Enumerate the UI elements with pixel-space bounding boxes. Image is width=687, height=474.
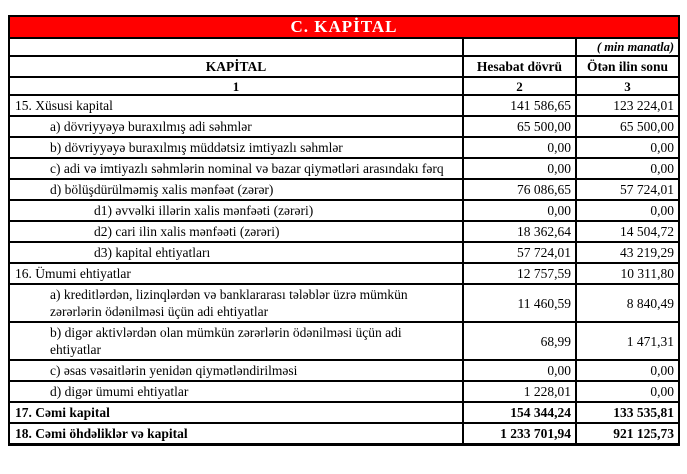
column-header-current-period: Hesabat dövrü <box>462 57 575 76</box>
table-row <box>10 241 678 262</box>
table-row-total-liabilities-and-capital <box>10 422 678 443</box>
column-number-row <box>10 76 678 94</box>
column-header-previous-period: Ötən ilin sonu <box>575 57 678 76</box>
value-current-period: 11 460,59 <box>462 285 575 321</box>
page-title: C. KAPİTAL <box>290 17 398 36</box>
table-row <box>10 321 678 359</box>
table-title-bar <box>10 17 678 37</box>
table-row <box>10 94 678 115</box>
row-label: c) əsas vəsaitlərin yenidən qiymətləndirilməsi <box>50 363 298 378</box>
value-current-period: 65 500,00 <box>462 117 575 136</box>
row-label: d) digər ümumi ehtiyatlar <box>50 384 189 399</box>
row-label: d1) əvvəlki illərin xalis mənfəəti (zərəri) <box>94 203 314 218</box>
table-row <box>10 262 678 283</box>
value-previous-period: 10 311,80 <box>575 264 678 283</box>
row-label: b) dövriyyəyə buraxılmış müddətsiz imtiyazlı səhmlər <box>50 140 343 155</box>
value-current-period: 141 586,65 <box>462 96 575 115</box>
value-previous-period: 133 535,81 <box>575 403 678 422</box>
table-row <box>10 115 678 136</box>
row-label: d3) kapital ehtiyatları <box>94 245 211 260</box>
row-label: d) bölüşdürülməmiş xalis mənfəət (zərər) <box>50 182 274 197</box>
row-label: 18. Cəmi öhdəliklər və kapital <box>15 426 188 441</box>
row-label: b) digər aktivlərdən olan mümkün zərərlərin ödənilməsi üçün adi ehtiyatlar <box>50 325 402 357</box>
table-row <box>10 359 678 380</box>
value-previous-period: 0,00 <box>575 361 678 380</box>
value-previous-period: 65 500,00 <box>575 117 678 136</box>
column-number-1: 1 <box>232 78 240 94</box>
value-previous-period: 8 840,49 <box>575 285 678 321</box>
column-number-3: 3 <box>575 78 678 94</box>
value-previous-period: 1 471,31 <box>575 323 678 359</box>
column-number-2: 2 <box>462 78 575 94</box>
value-current-period: 12 757,59 <box>462 264 575 283</box>
value-current-period: 1 233 701,94 <box>462 424 575 443</box>
value-current-period: 154 344,24 <box>462 403 575 422</box>
table-row <box>10 199 678 220</box>
units-row <box>10 37 678 55</box>
table-row <box>10 178 678 199</box>
table-row-total-capital <box>10 401 678 422</box>
value-previous-period: 14 504,72 <box>575 222 678 241</box>
units-spacer-current <box>462 39 575 55</box>
row-label: d2) cari ilin xalis mənfəəti (zərəri) <box>94 224 280 239</box>
value-current-period: 0,00 <box>462 138 575 157</box>
table-row <box>10 157 678 178</box>
units-note: ( min manatla) <box>575 39 678 55</box>
value-previous-period: 921 125,73 <box>575 424 678 443</box>
units-spacer-label <box>10 39 462 55</box>
value-current-period: 18 362,64 <box>462 222 575 241</box>
row-label: c) adi və imtiyazlı səhmlərin nominal və bazar qiymətləri arasındakı fərq <box>50 161 444 176</box>
value-previous-period: 0,00 <box>575 201 678 220</box>
row-label: 17. Cəmi kapital <box>15 405 110 420</box>
value-current-period: 1 228,01 <box>462 382 575 401</box>
column-header-label: KAPİTAL <box>205 59 267 74</box>
value-previous-period: 57 724,01 <box>575 180 678 199</box>
row-label: a) dövriyyəyə buraxılmış adi səhmlər <box>50 119 252 134</box>
value-previous-period: 0,00 <box>575 382 678 401</box>
table-row <box>10 380 678 401</box>
column-header-row <box>10 55 678 76</box>
row-label: a) kreditlərdən, lizinqlərdən və banklararası tələblər üzrə mümkün zərərlərin ödənilməsi üçün adi ehtiyatlar <box>50 287 408 319</box>
value-current-period: 0,00 <box>462 201 575 220</box>
table-row <box>10 220 678 241</box>
value-current-period: 0,00 <box>462 361 575 380</box>
row-label: 16. Ümumi ehtiyatlar <box>15 266 131 281</box>
table-row <box>10 136 678 157</box>
value-current-period: 68,99 <box>462 323 575 359</box>
value-previous-period: 123 224,01 <box>575 96 678 115</box>
capital-table <box>8 15 680 446</box>
row-label: 15. Xüsusi kapital <box>15 98 113 113</box>
value-current-period: 76 086,65 <box>462 180 575 199</box>
value-previous-period: 0,00 <box>575 159 678 178</box>
value-previous-period: 0,00 <box>575 138 678 157</box>
value-current-period: 0,00 <box>462 159 575 178</box>
table-row <box>10 283 678 321</box>
value-current-period: 57 724,01 <box>462 243 575 262</box>
value-previous-period: 43 219,29 <box>575 243 678 262</box>
